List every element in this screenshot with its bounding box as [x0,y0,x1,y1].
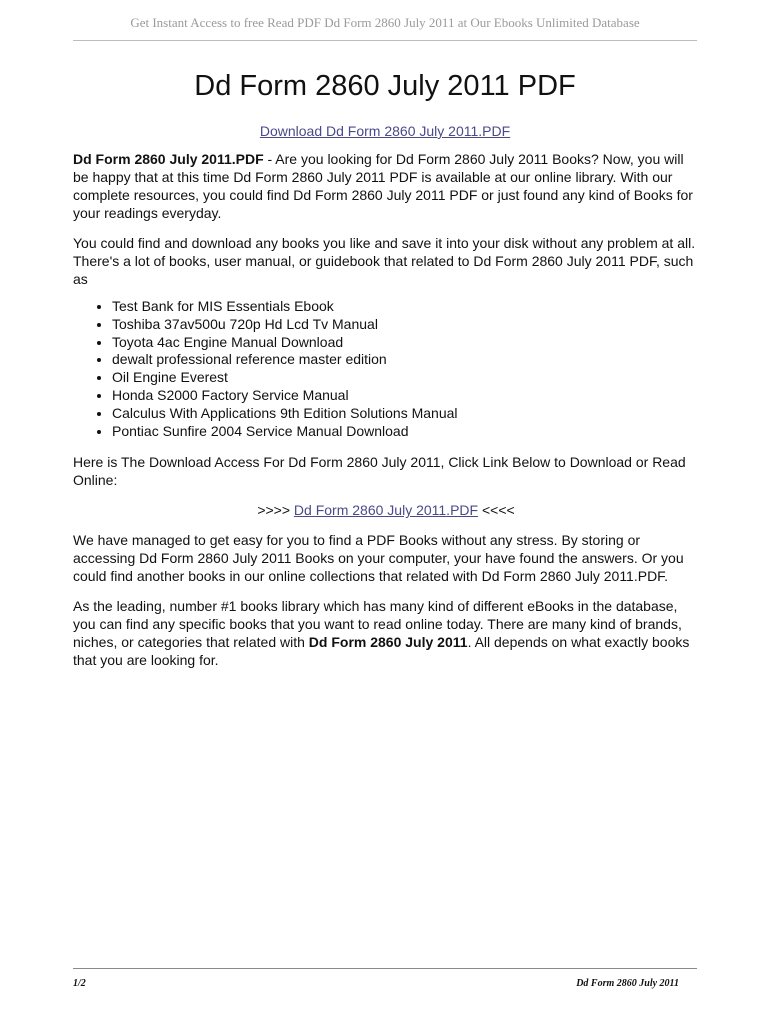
list-item: • Oil Engine Everest [112,369,699,387]
access-paragraph: Here is The Download Access For Dd Form 2860 July 2011, Click Link Below to Download or Read Online: [73,454,686,489]
list-item: • Honda S2000 Factory Service Manual [112,387,699,405]
page-title: Dd Form 2860 July 2011 PDF [194,70,576,102]
list-item: • Toyota 4ac Engine Manual Download [112,334,699,352]
center-link-prefix: >>>> [257,502,294,519]
intro-text: - Are you looking for Dd Form 2860 July 2011 Books? Now, you will be happy that at this time Dd Form 2860 July 2011 PDF is available at our online library. With our complete resources, you could find Dd Form 2860 July 2011 PDF or just found any kind of Books for your readings everyday. [73,151,693,221]
list-item: • Toshiba 37av500u 720p Hd Lcd Tv Manual [112,316,699,334]
intro-bold: Dd Form 2860 July 2011.PDF [73,151,264,167]
download-link-container [0,123,770,139]
related-books-list [73,298,699,440]
intro-paragraph [73,150,699,222]
center-download-link[interactable]: Dd Form 2860 July 2011.PDF [293,502,479,519]
list-item: • Pontiac Sunfire 2004 Service Manual Download [112,423,699,441]
footer-divider [73,968,697,969]
download-link[interactable]: Download Dd Form 2860 July 2011.PDF [259,123,511,139]
paragraph-related: You could find and download any books you like and save it into your disk without any problem at all. There's a lot of books, user manual, or guidebook that related to Dd Form 2860 July 2011 PDF, such as [73,235,696,287]
page-header: Get Instant Access to free Read PDF Dd Form 2860 July 2011 at Our Ebooks Unlimited Database [130,15,640,30]
header-divider [73,40,697,41]
list-item: • Test Bank for MIS Essentials Ebook [112,298,699,316]
paragraph-leading-before: As the leading, number #1 books library which has many kind of different eBooks in the database, you can find any specific books that you want to read online today. There are many kind of brands, niches, or categories that related with [73,598,682,651]
paragraph-leading-bold: Dd Form 2860 July 2011 [308,634,468,651]
footer-title: Dd Form 2860 July 2011 [576,978,679,989]
document-body [73,150,699,681]
paragraph-managed: We have managed to get easy for you to find a PDF Books without any stress. By storing or accessing Dd Form 2860 July 2011 Books on your computer, your have found the answers. Or you could find another books in our online collections that related with Dd Form 2860 July 2011.PDF. [73,532,684,585]
list-item: • Calculus With Applications 9th Edition Solutions Manual [112,405,699,423]
paragraph-leading-after: . All depends on what exactly books that you are looking for. [73,634,690,669]
paragraph-leading [73,597,699,669]
list-item: • dewalt professional reference master edition [112,351,699,369]
center-link-suffix: <<<< [478,502,515,519]
center-link-line [73,501,699,519]
page-number: 1/2 [73,978,86,989]
